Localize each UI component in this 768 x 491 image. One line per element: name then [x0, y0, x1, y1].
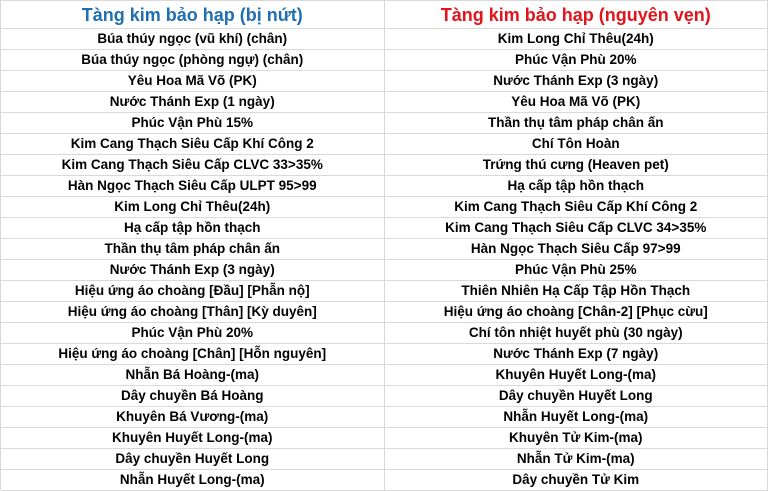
table-cell-intact: Nhẫn Huyết Long-(ma) [385, 407, 768, 428]
table-row [1, 197, 768, 218]
table-header-row [1, 1, 768, 29]
table-row [1, 344, 768, 365]
table-row [1, 218, 768, 239]
table-row [1, 386, 768, 407]
table-row [1, 470, 768, 491]
table-cell-intact: Kim Cang Thạch Siêu Cấp Khí Công 2 [385, 197, 768, 218]
table-cell-cracked: Thần thụ tâm pháp chân ấn [1, 239, 385, 260]
table-cell-cracked: Hiệu ứng áo choàng [Đầu] [Phẫn nộ] [1, 281, 385, 302]
table-cell-intact: Hạ cấp tập hồn thạch [385, 176, 768, 197]
table-cell-cracked: Hạ cấp tập hồn thạch [1, 218, 385, 239]
table-cell-cracked: Kim Cang Thạch Siêu Cấp CLVC 33>35% [1, 155, 385, 176]
header-intact-box: Tàng kim bảo hạp (nguyên vẹn) [385, 1, 768, 29]
table-cell-cracked: Hiệu ứng áo choàng [Thân] [Kỳ duyên] [1, 302, 385, 323]
table-cell-cracked: Hàn Ngọc Thạch Siêu Cấp ULPT 95>99 [1, 176, 385, 197]
table-row [1, 92, 768, 113]
table-cell-intact: Phúc Vận Phù 20% [385, 50, 768, 71]
table-cell-intact: Hiệu ứng áo choàng [Chân-2] [Phục cừu] [385, 302, 768, 323]
table-cell-cracked: Búa thúy ngọc (phòng ngự) (chân) [1, 50, 385, 71]
table-cell-cracked: Yêu Hoa Mã Võ (PK) [1, 71, 385, 92]
table-cell-intact: Dây chuyền Huyết Long [385, 386, 768, 407]
table-cell-cracked: Búa thúy ngọc (vũ khí) (chân) [1, 29, 385, 50]
table-row [1, 71, 768, 92]
table-cell-intact: Nước Thánh Exp (7 ngày) [385, 344, 768, 365]
table-cell-cracked: Nhẫn Bá Hoàng-(ma) [1, 365, 385, 386]
table-cell-cracked: Nhẫn Huyết Long-(ma) [1, 470, 385, 491]
table-cell-intact: Khuyên Huyết Long-(ma) [385, 365, 768, 386]
table-cell-cracked: Khuyên Bá Vương-(ma) [1, 407, 385, 428]
table-cell-intact: Yêu Hoa Mã Võ (PK) [385, 92, 768, 113]
table-row [1, 407, 768, 428]
table-body [1, 29, 768, 491]
table-row [1, 302, 768, 323]
table-cell-intact: Thiên Nhiên Hạ Cấp Tập Hồn Thạch [385, 281, 768, 302]
table-row [1, 260, 768, 281]
table-row [1, 365, 768, 386]
table-cell-intact: Hàn Ngọc Thạch Siêu Cấp 97>99 [385, 239, 768, 260]
table-cell-intact: Trứng thú cưng (Heaven pet) [385, 155, 768, 176]
table-row [1, 176, 768, 197]
table-cell-cracked: Dây chuyền Huyết Long [1, 449, 385, 470]
table-cell-intact: Nước Thánh Exp (3 ngày) [385, 71, 768, 92]
table-cell-cracked: Phúc Vận Phù 20% [1, 323, 385, 344]
table-row [1, 29, 768, 50]
table-row [1, 50, 768, 71]
table-cell-cracked: Dây chuyền Bá Hoàng [1, 386, 385, 407]
table-row [1, 113, 768, 134]
table-cell-cracked: Nước Thánh Exp (1 ngày) [1, 92, 385, 113]
table-row [1, 134, 768, 155]
table-cell-intact: Dây chuyền Tử Kim [385, 470, 768, 491]
header-cracked-box: Tàng kim bảo hạp (bị nứt) [1, 1, 385, 29]
table-cell-cracked: Hiệu ứng áo choàng [Chân] [Hỗn nguyên] [1, 344, 385, 365]
table-cell-intact: Phúc Vận Phù 25% [385, 260, 768, 281]
table-row [1, 155, 768, 176]
table-cell-intact: Khuyên Tử Kim-(ma) [385, 428, 768, 449]
table-cell-cracked: Kim Cang Thạch Siêu Cấp Khí Công 2 [1, 134, 385, 155]
table-row [1, 428, 768, 449]
table-cell-cracked: Khuyên Huyết Long-(ma) [1, 428, 385, 449]
table-cell-intact: Kim Cang Thạch Siêu Cấp CLVC 34>35% [385, 218, 768, 239]
table-cell-intact: Kim Long Chỉ Thêu(24h) [385, 29, 768, 50]
table-cell-intact: Chí Tôn Hoàn [385, 134, 768, 155]
table-cell-intact: Thần thụ tâm pháp chân ấn [385, 113, 768, 134]
table-cell-intact: Nhẫn Tử Kim-(ma) [385, 449, 768, 470]
table-row [1, 239, 768, 260]
table-cell-cracked: Phúc Vận Phù 15% [1, 113, 385, 134]
table-cell-cracked: Nước Thánh Exp (3 ngày) [1, 260, 385, 281]
table-row [1, 281, 768, 302]
table-cell-intact: Chí tôn nhiệt huyết phù (30 ngày) [385, 323, 768, 344]
table-row [1, 449, 768, 470]
table-cell-cracked: Kim Long Chỉ Thêu(24h) [1, 197, 385, 218]
table-row [1, 323, 768, 344]
